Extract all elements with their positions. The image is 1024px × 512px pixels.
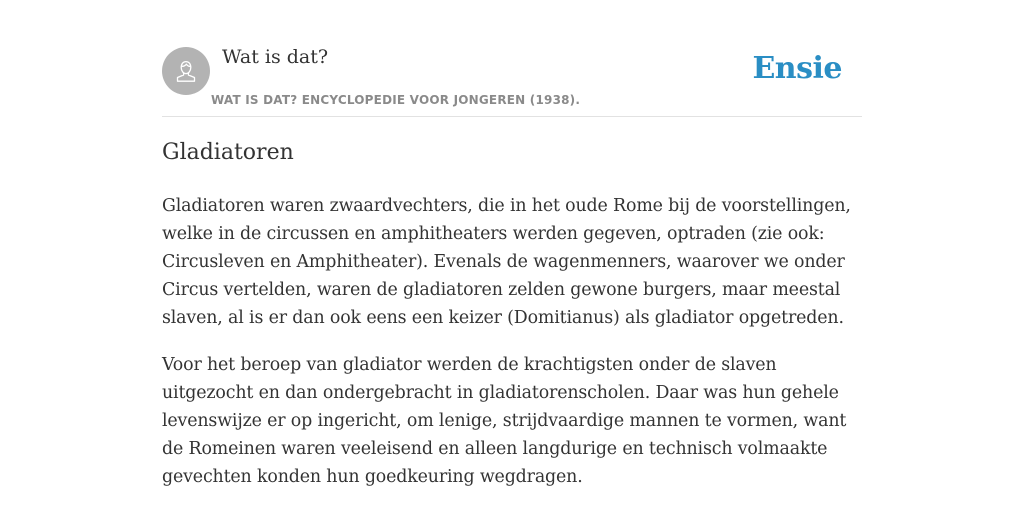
- article-paragraph: Gladiatoren waren zwaardvechters, die in het oude Rome bij de voorstellingen, welke in de circussen en amphitheaters werden gegeven, optraden (zie ook: Circusleven en Amphitheater). Evenals de wagenmenners, waarover we onder Circus vertelden, waren de gladiatoren zelden gewone burgers, maar meestal slaven, al is er dan ook eens een keizer (Domitianus) als gladiator opgetreden.: [162, 196, 851, 328]
- page: [162, 0, 862, 487]
- source-title[interactable]: Wat is dat?: [222, 46, 329, 68]
- article-title: Gladiatoren: [162, 140, 294, 165]
- source-header: [162, 0, 862, 117]
- user-silhouette-icon: [171, 56, 201, 86]
- source-subtitle[interactable]: WAT IS DAT? ENCYCLOPEDIE VOOR JONGEREN (1938).: [211, 93, 581, 107]
- article-paragraph: Voor het beroep van gladiator werden de krachtigsten onder de slaven uitgezocht en dan ondergebracht in gladiatorenscholen. Daar was hun gehele levenswijze er op ingericht, om lenige, strijdvaardige mannen te vormen, want de Romeinen waren veeleisend en alleen langdurige en technisch volmaakte gevechten konden hun goedkeuring wegdragen.: [162, 355, 847, 487]
- brand-logo[interactable]: Ensie: [752, 51, 842, 86]
- source-avatar[interactable]: [162, 47, 210, 95]
